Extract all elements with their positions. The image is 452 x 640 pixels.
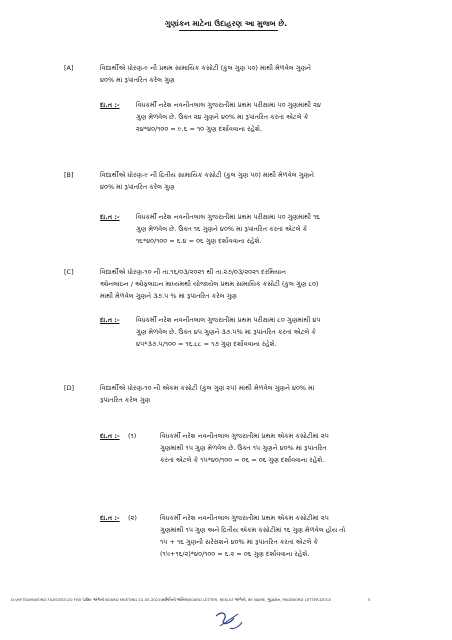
example-line: ગુણમાંથી ૧૫ ગુણ મેળવેલ છે. ઉક્ત ૧૫ ગુણને ૪૦% માં રૂપાંતરિત (160, 444, 327, 452)
section-d-example-2 (100, 512, 430, 560)
example-label: દા.ત :- (100, 316, 120, 324)
example-line: ૪૫*૩૭.૫/૧૦૦ = ૧૬.૮૮ = ૧૭ ગુણ દર્શાવવાના રહેશે. (136, 340, 277, 348)
section-a-mark: [A] (64, 64, 74, 72)
section-b-heading (100, 169, 402, 193)
section-d-heading (100, 382, 402, 406)
section-a-example (100, 99, 420, 135)
example-line: ગુણ મેળવેલ છે. ઉક્ત ૪૫ ગુણને ૩૭.૫% માં રૂપાંતરિત કરતાં એટલે કે (136, 328, 316, 336)
heading-line: વિદ્યાર્થીએ ધોરણ-૯ ની પ્રથમ સામાયિક કસોટી (કુલ ગુણ ૫૦) માંથી મેળવેલ ગુણને (100, 64, 312, 72)
section-c-example (100, 314, 420, 350)
title-underline (179, 30, 278, 31)
example-line: ૨૪*૪૦/૧૦૦ = ૯.૬ = ૧૦ ગુણ દર્શાવવાના રહેશે. (136, 125, 263, 133)
example-line: કરતાં એટલે કે ૧૫*૪૦/૧૦૦ = ૦૬ = ૦૬ ગુણ દર્શાવવાના રહેશે. (160, 456, 325, 464)
example-line: ૧૬*૪૦/૧૦૦ = ૬.૪ = ૦૬ ગુણ દર્શાવવાના રહેશે. (136, 237, 262, 245)
heading-line: ઓનલાઇન / ઓફલાઇન માધ્યમથી યોજાયેલ પ્રથમ સામાયિક કસોટી (કુલ ગુણ ૮૦) (100, 280, 319, 288)
example-label: દા.ત :- (100, 514, 120, 522)
example-line: ગુણ મેળવેલ છે. ઉક્ત ૨૪ ગુણને ૪૦% માં રૂપાંતરિત કરતાં એટલે કે (136, 113, 309, 121)
section-c-mark: [C] (64, 268, 74, 276)
example-line: વિધકર્મી નરેશ નવનીતલાલ ગુજરાતીમાં પ્રથમ પરીક્ષામાં ૫૦ ગુણમાંથી ૧૬ (136, 213, 320, 221)
example-line: વિધકર્મી નરેશ નવનીતલાલ ગુજરાતીમાં પ્રથમ એકમ કસોટીમાં ૨૫ (160, 514, 329, 522)
example-line: વિધકર્મી નરેશ નવનીતલાલ ગુજરાતીમાં પ્રથમ પરીક્ષામાં ૫૦ ગુણમાંથી ૨૪ (136, 101, 321, 109)
example-number: (૨) (128, 514, 137, 522)
example-line: ગુણમાંથી ૧૫ ગુણ અને દ્રિતીય એકમ કસોટીમાં ૧૬ ગુણ મેળવેલ હોય તો (160, 526, 346, 534)
file-path-footer: D:\MYTEAM\WORD FILES\SSC\10 FEB 'પ્રવેશ' અંગેની BOARD MEETING 22-05-2021\સમિતિની અંતિમ\BOARD LETTER, RESULT અંગેની, BY NAME, ગુણાંકન, PAGEBORD LETTER.DOCX (11, 597, 331, 602)
handwritten-signature (212, 606, 246, 634)
heading-line: રૂપાંતરિત કરેલ ગુણ (100, 396, 151, 404)
example-label: દા.ત :- (100, 432, 120, 440)
example-label: દા.ત :- (100, 213, 120, 221)
section-d-mark: [D] (64, 384, 75, 392)
heading-line: ૪૦% માં રૂપાંતરિત કરેલ ગુણ (100, 183, 175, 191)
example-line: (૧૫+૧૬/૨)*૪૦/૧૦૦ = ૬.૨ = ૦૬ ગુણ દર્શાવવાના રહેશે. (160, 550, 310, 558)
heading-line: વિદ્યાર્થીએ ધોરણ-૯ ની દ્રિતીય સામાયિક કસોટી (કુલ ગુણ ૫૦) માંથી મેળવેલ ગુણને (100, 171, 315, 179)
heading-line: માંથી મેળવેલ ગુણને ૩૭.૫ % માં રૂપાંતરિત કરેલ ગુણ (100, 292, 237, 300)
section-d-example-1 (100, 430, 430, 466)
section-a-heading (100, 62, 402, 86)
heading-line: ૪૦% માં રૂપાંતરિત કરેલ ગુણ (100, 76, 175, 84)
page-title: ગુણાંકન માટેના ઉદાહરણ આ મુજબ છે. (164, 19, 288, 28)
page-number: 5 (368, 597, 371, 602)
section-b-mark: [B] (64, 171, 74, 179)
heading-line: વિદ્યાર્થીએ ધોરણ-૧૦ ની એકમ કસોટી (કુલ ગુણ ૨૫) માંથી મેળવેલ ગુણને ૪૦% માં (100, 384, 315, 392)
example-line: ગુણ મેળવેલ છે. ઉક્ત ૧૬ ગુણને ૪૦% માં રૂપાંતરિત કરતાં એટલે કે (136, 225, 308, 233)
section-b-example (100, 211, 420, 247)
section-c-heading (100, 266, 402, 302)
heading-line: વિદ્યાર્થીએ ધોરણ-૧૦ ની તા.૧૬/૦૩/૨૦૨૧ થી તા.૨૭/૦૩/૨૦૨૧ દરમિયાન (100, 268, 286, 276)
example-line: વિધકર્મી નરેશ નવનીતલાલ ગુજરાતીમાં પ્રથમ પરીક્ષામાં ૮૦ ગુણમાંથી ૪૫ (136, 316, 321, 324)
example-label: દા.ત :- (100, 101, 120, 109)
example-line: ૧૫ + ૧૬ ગુણની સરેરાશને ૪૦% માં રૂપાંતરિત કરતાં એટલે કે (160, 538, 318, 546)
example-number: (૧) (128, 432, 137, 440)
example-line: વિધકર્મી નરેશ નવનીતલાલ ગુજરાતીમાં પ્રથમ એકમ કસોટીમાં ૨૫ (160, 432, 329, 440)
